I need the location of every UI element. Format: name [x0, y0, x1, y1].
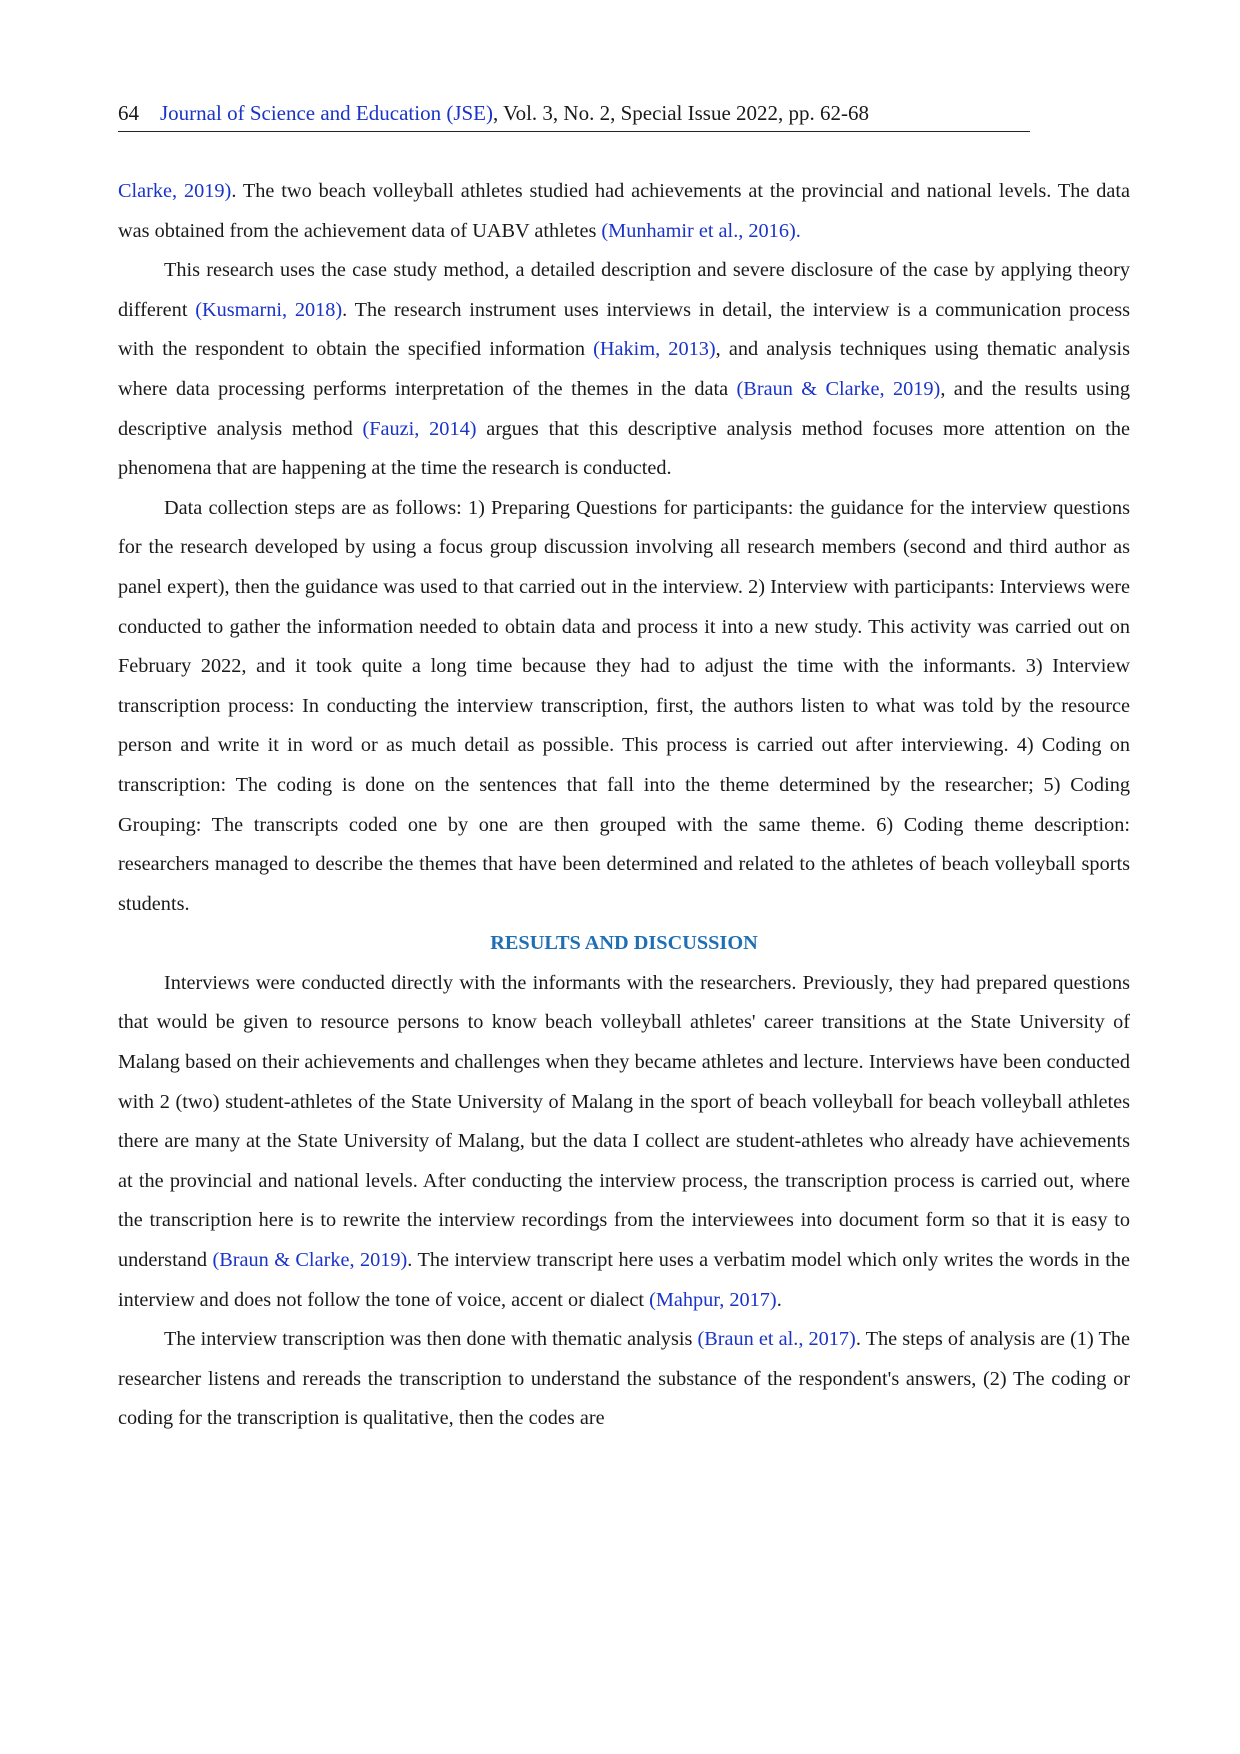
page: [118, 100, 1130, 1439]
paragraph-text: . The research instrument uses interviews in detail, the interview is a communication process with the respondent to obtain the specified information: [118, 298, 1130, 361]
citation-link[interactable]: (Braun & Clarke, 2019): [736, 377, 941, 400]
citation-link[interactable]: (Mahpur, 2017): [649, 1288, 777, 1311]
article-body: [118, 172, 1130, 1439]
paragraph-text: Interviews were conducted directly with the informants with the researchers. Previously, they had prepared questions that would be given to resource persons to know beach volleyball athletes' career transitions at the State University of Malang based on their achievements and challenges when they became athletes and lecture. Interviews have been conducted with 2 (two) student-athletes of the State University of Malang in the sport of beach volleyball for beach volleyball athletes there are many at the State University of Malang, but the data I collect are student-athletes who already have achievements at the provincial and national levels. After conducting the interview process, the transcription process is carried out, where the transcription here is to rewrite the interview recordings from the interviewees into document form so that it is easy to understand: [118, 971, 1130, 1272]
paragraph-5: [118, 1320, 1130, 1439]
paragraph-text: . The two beach volleyball athletes studied had achievements at the provincial and national levels. The data was obtained from the achievement data of UABV athletes: [118, 180, 1130, 242]
paragraph-2: [118, 251, 1130, 489]
paragraph-3: [118, 489, 1130, 925]
paragraph-text: , and analysis techniques using thematic analysis where data processing performs interpretation of the themes in the data: [118, 338, 1130, 400]
paragraph-1: [118, 172, 1130, 251]
paragraph-text: argues that this descriptive analysis method focuses more attention on the phenomena that are happening at the time the research is conducted.: [118, 417, 1130, 480]
paragraph-text: This research uses the case study method, a detailed description and severe disclosure of the case by applying theory different: [118, 259, 1130, 321]
paragraph-4: [118, 964, 1130, 1320]
paragraph-text: .: [776, 1288, 782, 1311]
page-number: 64: [118, 101, 139, 125]
paragraph-text: , and the results using descriptive analysis method: [118, 377, 1130, 440]
running-header: [118, 100, 1130, 128]
citation-link[interactable]: (Kusmarni, 2018): [195, 298, 343, 321]
citation-link[interactable]: (Munhamir et al., 2016).: [601, 219, 801, 242]
paragraph-text: The interview transcription was then done with thematic analysis: [164, 1328, 698, 1351]
citation-link[interactable]: (Braun et al., 2017): [697, 1328, 856, 1351]
citation-link[interactable]: (Fauzi, 2014): [362, 417, 477, 440]
paragraph-text: . The interview transcript here uses a verbatim model which only writes the words in the interview and does not follow the tone of voice, accent or dialect: [118, 1249, 1130, 1311]
citation-link[interactable]: (Braun & Clarke, 2019): [212, 1249, 408, 1272]
journal-name-link[interactable]: Journal of Science and Education (JSE): [160, 101, 493, 125]
section-heading: RESULTS AND DISCUSSION: [490, 932, 758, 955]
citation-link[interactable]: Clarke, 2019): [118, 180, 232, 202]
paragraph-text: . The steps of analysis are (1) The researcher listens and rereads the transcription to understand the substance of the respondent's answers, (2) The coding or coding for the transcription is qualitative, then the codes are: [118, 1328, 1131, 1430]
citation-link[interactable]: (Hakim, 2013): [593, 338, 716, 361]
issue-info: , Vol. 3, No. 2, Special Issue 2022, pp. 62-68: [493, 101, 870, 125]
paragraph-text: Data collection steps are as follows: 1) Preparing Questions for participants: the guidance for the interview questions for the research developed by using a focus group discussion involving all research members (second and third author as panel expert), then the guidance was used to that carried out in the interview. 2) Interview with participants: Interviews were conducted to gather the information needed to obtain data and process it into a new study. This activity was carried out on February 2022, and it took quite a long time because they had to adjust the time with the informants. 3) Interview transcription process: In conducting the interview transcription, first, the authors listen to what was told by the resource person and write it in word or as much detail as possible. This process is carried out after interviewing. 4) Coding on transcription: The coding is done on the sentences that fall into the theme determined by the researcher; 5) Coding Grouping: The transcripts coded one by one are then grouped with the same theme. 6) Coding theme description: researchers managed to describe the themes that have been determined and related to the athletes of beach volleyball sports students.: [118, 496, 1130, 915]
